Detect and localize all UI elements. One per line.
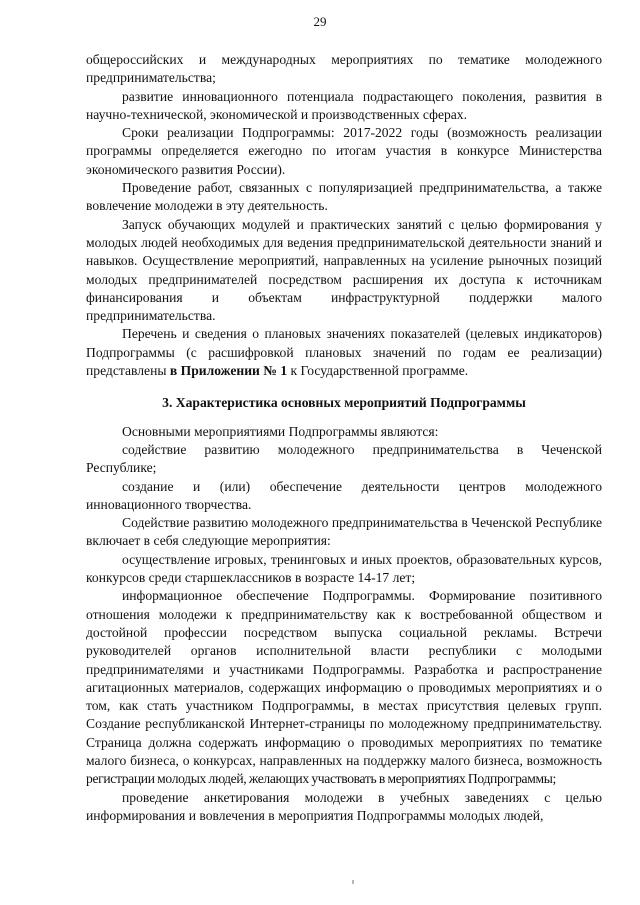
page-number: 29	[313, 14, 327, 29]
paragraph-text: развитие инновационного потенциала подрастающего поколения, развития в научно-технической, экономической и производственных сферах.	[86, 88, 602, 122]
paragraph-text: Основными мероприятиями Подпрограммы являются:	[122, 423, 439, 439]
paragraph	[86, 179, 602, 216]
paragraph	[86, 216, 602, 326]
section-heading: 3. Характеристика основных мероприятий Подпрограммы	[162, 395, 526, 411]
paragraph	[86, 51, 602, 88]
paragraph-text-tail: регистрации молодых людей, желающих участвовать в мероприятиях Подпрограммы;	[86, 771, 556, 787]
paragraph-text: Сроки реализации Подпрограммы: 2017-2022 годы (возможность реализации программы определяется ежегодно по итогам участия в конкурсе Министерства экономического развития России).	[86, 125, 602, 177]
paragraph	[86, 441, 602, 478]
paragraph-text: создание и (или) обеспечение деятельности центров молодежного инновационного творчества.	[86, 478, 602, 512]
document-body	[86, 51, 602, 825]
paragraph-text: проведение анкетирования молодежи в учебных заведениях с целью информирования и вовлечения в мероприятия Подпрограммы молодых людей,	[86, 789, 602, 823]
paragraph	[86, 88, 602, 125]
appendix-reference: в Приложении № 1	[169, 363, 288, 379]
indicators-text-after: к Государственной программе.	[287, 363, 469, 379]
paragraph	[86, 124, 602, 179]
paragraph	[86, 587, 602, 788]
paragraph	[86, 423, 602, 441]
paragraph	[86, 551, 602, 588]
paragraph-text: Проведение работ, связанных с популяризацией предпринимательства, а также вовлечение молодежи в эту деятельность.	[86, 180, 602, 214]
paragraph-text: содействие развитию молодежного предпринимательства в Чеченской Республике;	[86, 441, 602, 476]
paragraph	[86, 789, 602, 826]
paragraph-text: Содействие развитию молодежного предпринимательства в Чеченской Республике включает в себя следующие мероприятия:	[86, 515, 602, 549]
bottom-paragraphs	[86, 423, 602, 826]
indicators-paragraph	[86, 325, 602, 380]
indicators-text-before: Перечень и сведения о плановых значениях показателей (целевых индикаторов) Подпрограммы (с расшифровкой плановых значений по годам ее реализации) представлены	[86, 326, 602, 379]
paragraph-text: осуществление игровых, тренинговых и иных проектов, образовательных курсов, конкурсов среди старшеклассников в возрасте 14-17 лет;	[86, 551, 602, 586]
top-paragraphs	[86, 51, 602, 325]
paragraph-text: информационное обеспечение Подпрограммы. Формирование позитивного отношения молодежи к предпринимательству как к востребованной обществом и достойной профессии посредством выпуска социальной рекламы. Встречи руководителей органов исполнительной власти республики с молодыми предпринимателями и участниками Подпрограммы. Разработка и распространение агитационных материалов, содержащих информацию о проводимых мероприятиях и о том, как стать участником Подпрограммы, в местах присутствия целевых групп. Создание республиканской Интернет-страницы по молодежному предпринимательству. Страница должна содержать информацию о проводимых мероприятиях по тематике малого бизнеса, о конкурсах, направленных на поддержку малого бизнеса, возможность	[86, 588, 602, 768]
paragraph	[86, 514, 602, 551]
paragraph-text: Запуск обучающих модулей и практических занятий с целью формирования у молодых людей необходимых для ведения предпринимательской деятельности знаний и навыков. Осуществление мероприятий, направленных на усиление рыночных позиций молодых предпринимателей посредством расширения их доступа к источникам финансирования и объектам инфраструктурной поддержки малого предпринимательства.	[86, 216, 602, 324]
paragraph-text: общероссийских и международных мероприятиях по тематике молодежного предпринимательства;	[86, 52, 602, 86]
paragraph	[86, 478, 602, 515]
scan-mark	[352, 880, 354, 884]
